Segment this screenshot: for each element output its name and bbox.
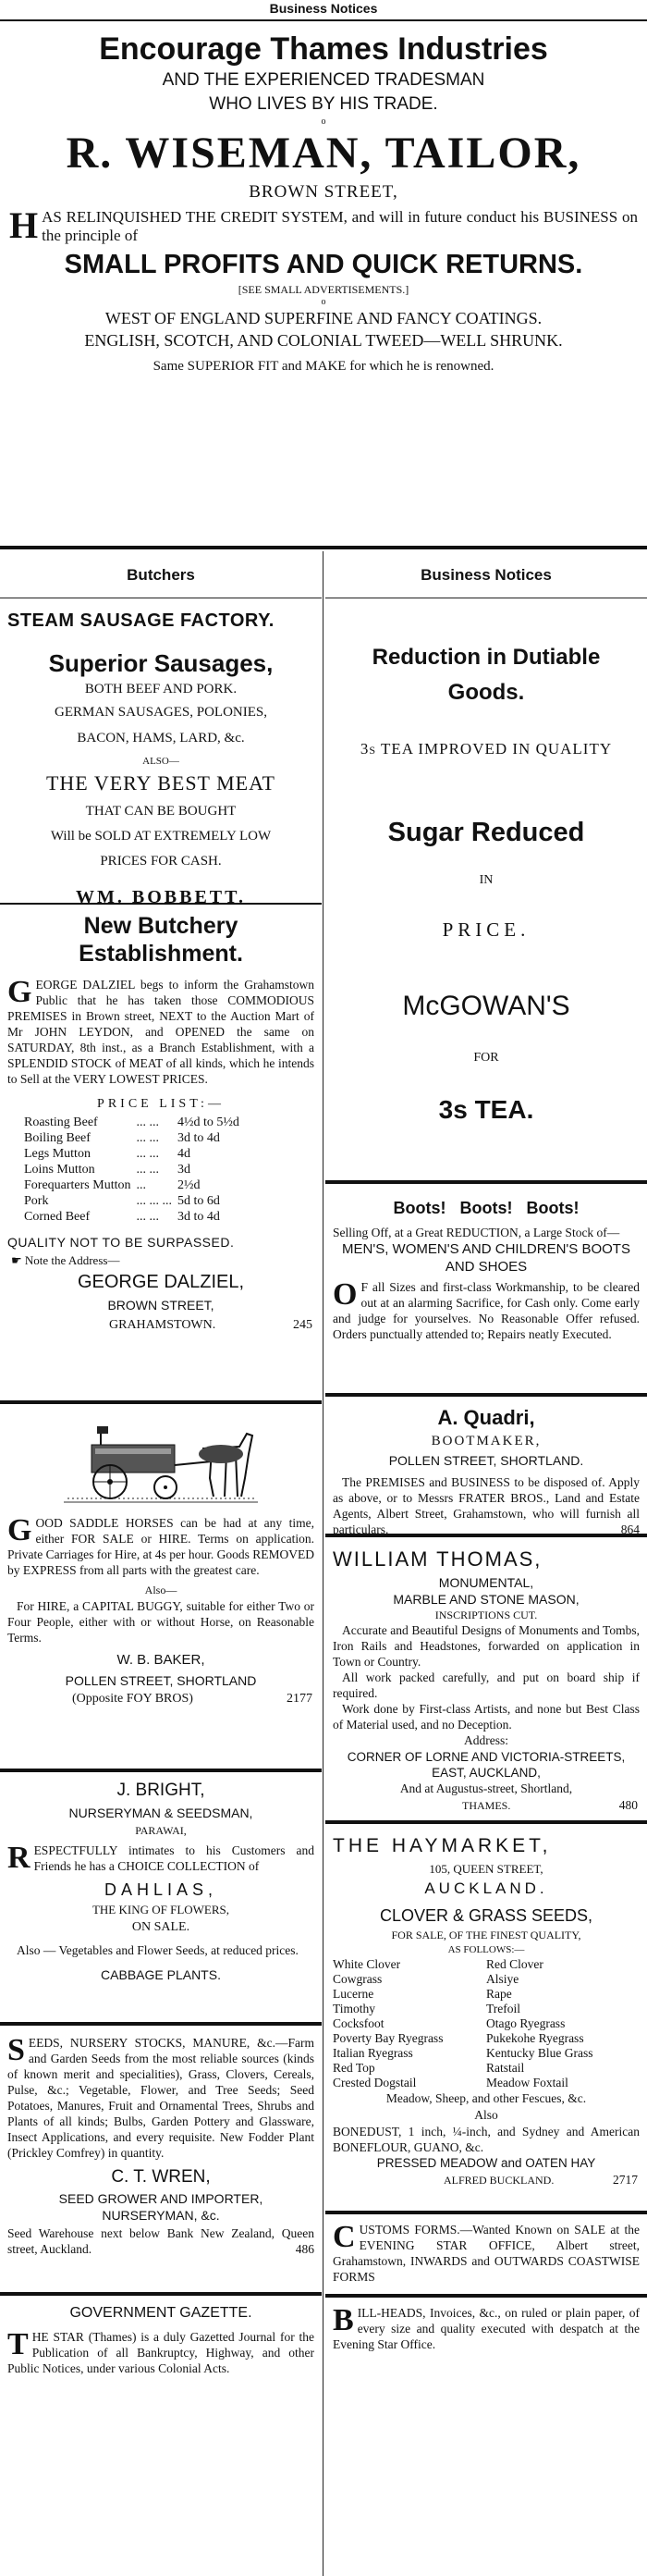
pointing-hand-icon: ☛	[11, 1253, 22, 1267]
wiseman-see: [SEE SMALL ADVERTISEMENTS.]	[238, 283, 409, 296]
quadri-name: A. Quadri,	[437, 1406, 535, 1429]
price-dots: ... ...	[136, 1115, 159, 1129]
gazette-body	[7, 2329, 314, 2376]
header-rule	[0, 19, 647, 21]
business-heading: Business Notices	[421, 566, 552, 584]
quadri-ad	[325, 1399, 647, 1536]
boots-title: Boots! Boots! Boots!	[393, 1199, 580, 1217]
wren-warehouse	[7, 2225, 314, 2257]
butchers-heading: Butchers	[127, 566, 195, 584]
seed-item: Rape	[486, 1987, 512, 2001]
baker-opp: (Opposite FOY BROS)	[72, 1692, 193, 1706]
baker-body	[7, 1515, 314, 1578]
thomas-num: 480	[618, 1798, 638, 1812]
price-item: Forequarters Mutton	[24, 1178, 131, 1192]
price-dots: ...	[136, 1178, 146, 1192]
carriage-illustration	[64, 1413, 258, 1510]
price-list	[24, 1115, 245, 1225]
wiseman-body-text: AS RELINQUISHED THE CREDIT SYSTEM, and will in future conduct his BUSINESS on the principle of	[42, 208, 638, 244]
haymarket-asfollows: AS FOLLOWS:—	[447, 1944, 525, 1955]
wiseman-west: WEST OF ENGLAND SUPERFINE AND FANCY COATINGS.	[104, 309, 543, 327]
bobbett-title: STEAM SAUSAGE FACTORY.	[7, 610, 275, 631]
wren-name: C. T. WREN,	[111, 2167, 211, 2187]
wren-trade1: SEED GROWER AND IMPORTER,	[58, 2191, 263, 2206]
wiseman-name: R. WISEMAN, TAILOR,	[66, 129, 581, 178]
seed-item: Red Top	[333, 2061, 375, 2075]
bobbett-best: THE VERY BEST MEAT	[45, 771, 275, 795]
gazette-title: GOVERNMENT GAZETTE.	[69, 2305, 252, 2321]
price-dots: ... ...	[136, 1163, 159, 1177]
thomas-and: And at Augustus-street, Shortland,	[399, 1781, 573, 1795]
billheads-body	[333, 2305, 640, 2352]
thomas-body3: Work done by First-class Artists, and none but Best Class of Material used, and no Deception.	[333, 1702, 640, 1732]
baker-body-text: OOD SADDLE HORSES can be had at any time, either FOR SALE or HIRE. Terms on application. Private Carriages for Hire, at 4s per hour. Goods REMOVED by EXPRESS from all parts with the greatest care.	[7, 1516, 314, 1577]
left-column	[0, 551, 322, 2576]
bobbett-superior: Superior Sausages,	[48, 649, 274, 677]
thomas-thames: THAMES.	[462, 1799, 511, 1812]
wren-warehouse-text: Seed Warehouse next below Bank New Zealand, Queen street, Auckland.	[7, 2226, 314, 2256]
baker-opp-row	[7, 1690, 314, 1708]
price-value: 5d to 6d	[177, 1194, 220, 1208]
mcgowan-rule	[325, 1180, 647, 1184]
dalziel-dropcap: G	[7, 975, 32, 1009]
mcgowan-l6: McGOWAN'S	[402, 991, 570, 1021]
billheads-ad	[325, 2299, 647, 2571]
haymarket-bonedust: BONEDUST, 1 inch, ¼-inch, and Sydney and American BONEFLOUR, GUANO, &c.	[333, 2125, 640, 2154]
seed-list-right	[486, 1957, 640, 2090]
billheads-dropcap: B	[333, 2303, 354, 2337]
seed-item: Crested Dogstail	[333, 2076, 417, 2089]
seed-item: Alsiye	[486, 1972, 519, 1986]
price-value: 3d	[177, 1163, 190, 1177]
bright-body-text: ESPECTFULLY intimates to his Customers and Friends he has a CHOICE COLLECTION of	[33, 1843, 314, 1873]
seed-list	[333, 1957, 640, 2090]
bobbett-german: GERMAN SAUSAGES, POLONIES,	[54, 705, 268, 720]
haymarket-addr: 105, QUEEN STREET,	[429, 1862, 543, 1876]
customs-body-text: USTOMS FORMS.—Wanted Known on SALE at the EVENING STAR OFFICE, Albert street, Grahamstown, INWARDS and OUTWARDS COASTWISE FORMS	[333, 2223, 640, 2284]
dalziel-ad	[0, 910, 322, 1391]
wren-dropcap: S	[7, 2033, 25, 2067]
price-value: 4d	[177, 1147, 190, 1161]
mcgowan-l5: PRICE.	[442, 918, 531, 941]
wiseman-big: SMALL PROFITS AND QUICK RETURNS.	[64, 250, 583, 279]
price-row	[24, 1115, 245, 1130]
seed-item: Pukekohe Ryegrass	[486, 2031, 584, 2045]
seed-item: Otago Ryegrass	[486, 2016, 566, 2030]
wren-num: 486	[295, 2242, 314, 2256]
seed-item: Timothy	[333, 2002, 376, 2015]
price-value: 4½d to 5½d	[177, 1115, 239, 1129]
price-value: 2½d	[177, 1178, 201, 1192]
gazette-dropcap: T	[7, 2327, 29, 2361]
boots-ad	[325, 1189, 647, 1391]
seed-item: Kentucky Blue Grass	[486, 2046, 593, 2060]
price-item: Legs Mutton	[24, 1147, 91, 1161]
bright-also: Also — Vegetables and Flower Seeds, at reduced prices.	[17, 1943, 299, 1957]
column-divider	[323, 551, 324, 2576]
price-dots: ... ...	[136, 1147, 159, 1161]
thomas-address-label: Address:	[464, 1733, 508, 1747]
bright-ad	[0, 1774, 322, 2018]
thomas-rule	[325, 1820, 647, 1824]
bright-onsale: ON SALE.	[131, 1920, 190, 1934]
baker-also: Also—	[144, 1584, 177, 1596]
dalziel-town: GRAHAMSTOWN.	[109, 1318, 216, 1332]
haymarket-city: AUCKLAND.	[424, 1880, 548, 1897]
wiseman-bottom-rule	[0, 546, 647, 549]
quadri-body-text: The PREMISES and BUSINESS to be disposed of. Apply as above, or to Messrs FRATER BROS., Land and Estate Agents, Albert Street, Grahamstown, who will furnish all particulars.	[333, 1475, 640, 1536]
carriage-icon	[64, 1413, 258, 1510]
right-column	[325, 551, 647, 2576]
quadri-trade: BOOTMAKER,	[431, 1434, 542, 1448]
seed-item: Cowgrass	[333, 1972, 383, 1986]
thomas-trade3: INSCRIPTIONS CUT.	[434, 1608, 538, 1621]
header-title: Business Notices	[269, 1, 378, 16]
haymarket-forsale: FOR SALE, OF THE FINEST QUALITY,	[391, 1929, 581, 1941]
wiseman-same: Same SUPERIOR FIT and MAKE for which he is renowned.	[153, 359, 494, 374]
wren-rule	[0, 2292, 322, 2296]
haymarket-num: 2717	[613, 2173, 638, 2187]
price-item: Corned Beef	[24, 1210, 91, 1224]
price-dots: ... ...	[136, 1131, 159, 1145]
haymarket-ad	[325, 1826, 647, 2207]
boots-sell: Selling Off, at a Great REDUCTION, a Large Stock of—	[333, 1226, 620, 1239]
haymarket-meadow: Meadow, Sheep, and other Fescues, &c.	[385, 2091, 587, 2105]
baker-street: POLLEN STREET, SHORTLAND	[65, 1673, 257, 1688]
haymarket-alfred-row	[333, 2172, 640, 2188]
quadri-body	[333, 1474, 640, 1537]
bright-dahlias: DAHLIAS,	[104, 1880, 218, 1899]
mcgowan-ad	[325, 603, 647, 1177]
customs-ad	[325, 2216, 647, 2290]
boots-body-text: F all Sizes and first-class Workmanship, to be cleared out at an alarming Sacrifice, for Cash only. Come early and judge for yourselves. No Reasonable Offer refused. Orders punctually attended to; Repairs neatly Executed.	[333, 1280, 640, 1341]
bright-trade: NURSERYMAN & SEEDSMAN,	[68, 1806, 253, 1820]
dalziel-note: Note the Address—	[24, 1253, 120, 1267]
thomas-body1: Accurate and Beautiful Designs of Monuments and Tombs, Iron Rails and Headstones, forwarded on application in Town or Country.	[333, 1623, 640, 1669]
baker-ad	[0, 1408, 322, 1767]
bobbett-both: BOTH BEEF AND PORK.	[84, 682, 238, 696]
bobbett-ad	[0, 603, 322, 907]
dalziel-name: GEORGE DALZIEL,	[77, 1272, 245, 1292]
bobbett-prices: PRICES FOR CASH.	[100, 854, 222, 869]
wren-body-text: EEDS, NURSERY STOCKS, MANURE, &c.—Farm and Garden Seeds from the most reliable sources (kinds of known merit and specialities), Grass, Clovers, Cereals, Pulse, &c.; Vegetable, Flower, and Tree Seeds; Seed Potatoes, Manures, Fruit and Ornamental Trees, Shrubs and Plants of all kinds; Bulbs, Garden Pottery and Glassware, Insect Applications, and every requisite. New Fodder Plant (Prickley Comfrey) in quantity.	[7, 2036, 314, 2160]
bobbett-that: THAT CAN BE BOUGHT	[85, 804, 237, 819]
dalziel-town-row	[7, 1315, 314, 1336]
wiseman-sep2: o	[321, 297, 326, 307]
thomas-body2: All work packed carefully, and put on board ship if required.	[333, 1670, 640, 1700]
seed-list-left	[333, 1957, 486, 2090]
bright-king: THE KING OF FLOWERS,	[92, 1903, 230, 1917]
bright-body	[7, 1843, 314, 1874]
seed-item: White Clover	[333, 1957, 401, 1971]
price-value: 3d to 4d	[177, 1210, 220, 1224]
mcgowan-l7: FOR	[473, 1051, 499, 1065]
bright-cabbage: CABBAGE PLANTS.	[101, 1967, 221, 1982]
quadri-rule	[325, 1534, 647, 1537]
thomas-trade2: MARBLE AND STONE MASON,	[393, 1592, 580, 1607]
bright-place: PARAWAI,	[135, 1824, 187, 1837]
wiseman-line3: WHO LIVES BY HIS TRADE.	[209, 94, 438, 114]
boots-mens: MEN'S, WOMEN'S AND CHILDREN'S BOOTS AND SHOES	[342, 1241, 630, 1275]
boots-dropcap: O	[333, 1277, 358, 1312]
wiseman-sep: o	[321, 117, 326, 127]
baker-name: W. B. BAKER,	[116, 1652, 205, 1668]
gazette-ad	[0, 2298, 322, 2571]
seed-item: Cocksfoot	[333, 2016, 385, 2030]
seed-item: Italian Ryegrass	[333, 2046, 413, 2060]
haymarket-alfred: ALFRED BUCKLAND.	[444, 2174, 555, 2187]
seed-item: Meadow Foxtail	[486, 2076, 568, 2089]
wren-ad	[0, 2029, 322, 2288]
dalziel-num: 245	[293, 1318, 312, 1332]
dalziel-quality: QUALITY NOT TO BE SURPASSED.	[7, 1235, 235, 1250]
wiseman-line1: Encourage Thames Industries	[99, 31, 548, 67]
wiseman-dropcap: H	[9, 204, 39, 246]
baker-dropcap: G	[7, 1513, 32, 1547]
price-row	[24, 1209, 245, 1225]
wren-body	[7, 2035, 314, 2161]
thomas-corner: CORNER OF LORNE AND VICTORIA-STREETS, EAST, AUCKLAND,	[347, 1750, 626, 1780]
bobbett-rule	[0, 903, 322, 905]
dalziel-body-text: EORGE DALZIEL begs to inform the Grahamstown Public that he has taken those COMMODIOUS PREMISES in Brown street, NEXT to the Auction Mart of Mr JOHN LEYDON, and OPENED the same on SATURDAY, 8th inst., as a Branch Establishment, with a SPLENDID STOCK of MEAT of all kinds, which he intends to Sell at the VERY LOWEST PRICES.	[7, 978, 314, 1086]
dalziel-title: New Butchery Establishment.	[79, 913, 243, 967]
bobbett-sold: Will be SOLD AT EXTREMELY LOW	[50, 829, 272, 844]
wiseman-street: BROWN STREET,	[249, 182, 398, 202]
wiseman-eng: ENGLISH, SCOTCH, AND COLONIAL TWEED—WELL SHRUNK.	[84, 331, 563, 350]
dalziel-price-title: PRICE LIST:—	[97, 1097, 225, 1111]
mcgowan-l8: 3s TEA.	[438, 1095, 534, 1124]
seed-item: Red Clover	[486, 1957, 543, 1971]
seed-item: Lucerne	[333, 1987, 374, 2001]
customs-dropcap: C	[333, 2220, 356, 2254]
haymarket-title: THE HAYMARKET,	[333, 1835, 552, 1856]
boots-body	[333, 1279, 640, 1342]
baker-buggy: For HIRE, a CAPITAL BUGGY, suitable for either Two or Four People, either with or without Horse, on Reasonable Terms.	[7, 1599, 314, 1645]
dalziel-note-row	[11, 1252, 314, 1269]
quadri-street: POLLEN STREET, SHORTLAND.	[388, 1453, 584, 1468]
thomas-name: WILLIAM THOMAS,	[333, 1547, 543, 1571]
price-dots: ... ... ...	[136, 1194, 172, 1208]
bright-name: J. BRIGHT,	[116, 1781, 205, 1800]
price-item: Loins Mutton	[24, 1163, 95, 1177]
price-row	[24, 1146, 245, 1162]
haymarket-pressed: PRESSED MEADOW and OATEN HAY	[376, 2156, 596, 2170]
seed-item: Poverty Bay Ryegrass	[333, 2031, 444, 2045]
boots-rule	[325, 1393, 647, 1397]
thomas-trade1: MONUMENTAL,	[438, 1575, 534, 1590]
bobbett-name: WM. BOBBETT.	[76, 887, 246, 907]
dalziel-body	[7, 977, 314, 1087]
haymarket-also: Also	[474, 2108, 498, 2122]
price-item: Pork	[24, 1194, 49, 1208]
price-row	[24, 1177, 245, 1193]
baker-num: 2177	[287, 1692, 312, 1706]
customs-rule	[325, 2294, 647, 2298]
haymarket-clover: CLOVER & GRASS SEEDS,	[379, 1906, 593, 1925]
price-dots: ... ...	[136, 1210, 159, 1224]
price-item: Roasting Beef	[24, 1115, 98, 1129]
price-value: 3d to 4d	[177, 1131, 220, 1145]
haymarket-rule	[325, 2211, 647, 2214]
wiseman-body	[0, 204, 647, 245]
wiseman-line2: AND THE EXPERIENCED TRADESMAN	[162, 70, 485, 90]
mcgowan-l4: IN	[479, 873, 494, 887]
thomas-thames-row	[333, 1797, 640, 1814]
bobbett-bacon: BACON, HAMS, LARD, &c.	[77, 731, 245, 746]
gazette-body-text: HE STAR (Thames) is a duly Gazetted Journal for the Publication of all Bankruptcy, Highway, and other Public Notices, under various Colonial Acts.	[7, 2330, 314, 2375]
mcgowan-l3: Sugar Reduced	[387, 818, 585, 847]
customs-body	[333, 2222, 640, 2285]
page-header	[0, 0, 647, 20]
thomas-ad	[325, 1539, 647, 1817]
seed-item: Ratstail	[486, 2061, 525, 2075]
baker-rule	[0, 1769, 322, 1772]
seed-item: Trefoil	[486, 2002, 521, 2015]
mcgowan-l1: Reduction in Dutiable Goods.	[372, 645, 601, 705]
mcgowan-l2: 3s TEA IMPROVED IN QUALITY	[360, 740, 613, 758]
bright-rule	[0, 2022, 322, 2026]
bright-dropcap: R	[7, 1841, 31, 1875]
price-row	[24, 1162, 245, 1177]
dalziel-street: BROWN STREET,	[107, 1298, 214, 1313]
bobbett-also: ALSO—	[142, 756, 179, 767]
quadri-num: 864	[620, 1522, 640, 1536]
dalziel-rule	[0, 1400, 322, 1404]
wiseman-ad	[0, 22, 647, 546]
price-row	[24, 1130, 245, 1146]
billheads-body-text: ILL-HEADS, Invoices, &c., on ruled or plain paper, of every size and quality executed with despatch at the Evening Star Office.	[333, 2306, 640, 2351]
price-item: Boiling Beef	[24, 1131, 91, 1145]
wren-trade2: NURSERYMAN, &c.	[102, 2208, 220, 2223]
price-row	[24, 1193, 245, 1209]
